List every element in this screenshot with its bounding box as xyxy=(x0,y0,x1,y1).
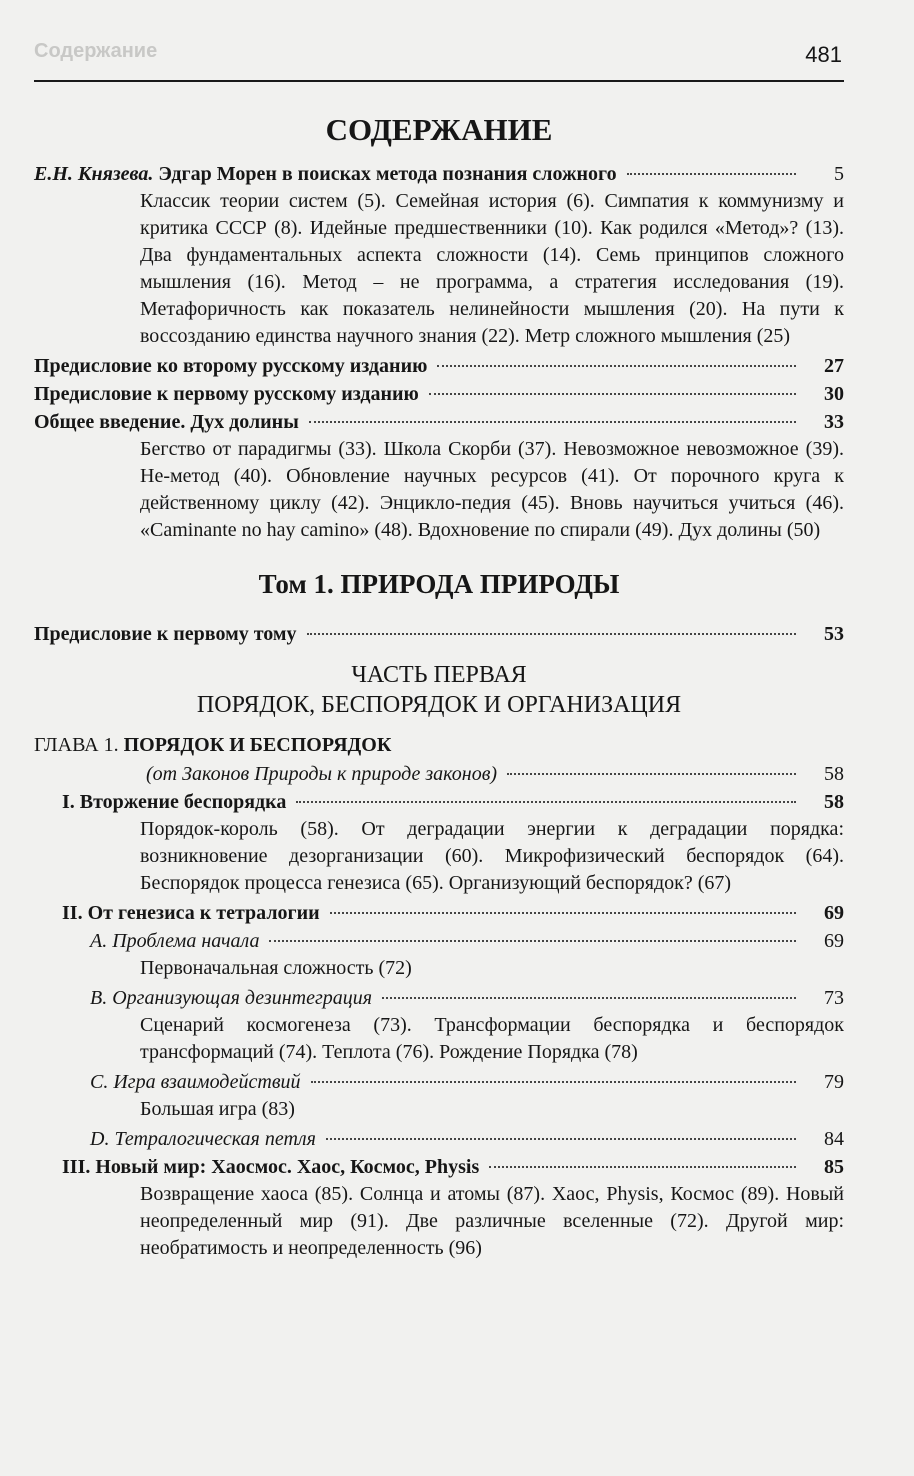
page-ref: 58 xyxy=(824,791,844,813)
dot-leader xyxy=(309,421,796,423)
page-ref: 5 xyxy=(834,163,844,185)
page-ref: 79 xyxy=(824,1071,844,1093)
section-description: Порядок-король (58). От деградации энергии к деградации порядка: возникновение дезорганизации (60). Микрофизический беспорядок (64). Беспорядок процесса генезиса (65). Организующий беспорядок? (67) xyxy=(140,818,844,894)
toc-entry-subsection: B. Организующая дезинтеграция 73 xyxy=(34,984,844,1012)
toc-entry-section: III. Новый мир: Хаосмос. Хаос, Космос, Physis 85 xyxy=(34,1153,844,1181)
toc-entry: Предисловие ко второму русскому изданию 27 xyxy=(34,352,844,380)
page-number: 481 xyxy=(805,42,842,67)
dot-leader xyxy=(489,1166,796,1168)
dot-leader xyxy=(382,997,796,999)
toc-entry-subsection: A. Проблема начала 69 xyxy=(34,927,844,955)
page-ref: 84 xyxy=(824,1128,844,1150)
subsection-description: Большая игра (83) xyxy=(140,1098,295,1120)
subsection-description: Сценарий космогенеза (73). Трансформации беспорядка и беспорядок трансформаций (74). Теплота (76). Рождение Порядка (78) xyxy=(140,1014,844,1063)
dot-leader xyxy=(437,365,796,367)
dot-leader xyxy=(330,912,796,914)
page-ref: 53 xyxy=(824,623,844,645)
intro-title: Эдгар Морен в поисках метода познания сложного xyxy=(153,163,617,185)
table-of-contents xyxy=(34,106,844,1264)
dot-leader xyxy=(507,773,796,775)
intro-author: Е.Н. Князева. xyxy=(34,163,154,185)
chapter-prefix: ГЛАВА 1. xyxy=(34,734,124,756)
subsection-description: Первоначальная сложность (72) xyxy=(140,957,412,979)
dot-leader xyxy=(296,801,796,803)
page-ref: 27 xyxy=(824,355,844,377)
toc-entry-subsection: D. Тетралогическая петля 84 xyxy=(34,1125,844,1153)
toc-entry-intro xyxy=(34,160,844,188)
page-title: СОДЕРЖАНИЕ xyxy=(325,112,553,147)
page-ref: 58 xyxy=(824,763,844,785)
page-ref: 73 xyxy=(824,987,844,1009)
page-ref: 33 xyxy=(824,411,844,433)
part-heading xyxy=(34,660,844,720)
page-ref: 69 xyxy=(824,930,844,952)
toc-entry-section: II. От генезиса к тетралогии 69 xyxy=(34,899,844,927)
dot-leader xyxy=(311,1081,796,1083)
toc-entry-subsection: C. Игра взаимодействий 79 xyxy=(34,1068,844,1096)
page-ref: 30 xyxy=(824,383,844,405)
page-ref: 85 xyxy=(824,1156,844,1178)
header-rule xyxy=(34,80,844,82)
toc-entry-section: I. Вторжение беспорядка 58 xyxy=(34,788,844,816)
part-number: ЧАСТЬ ПЕРВАЯ xyxy=(351,662,527,688)
chapter-title: ПОРЯДОК И БЕСПОРЯДОК xyxy=(123,734,392,756)
toc-entry: Предисловие к первому русскому изданию 30 xyxy=(34,380,844,408)
toc-entry: Общее введение. Дух долины 33 xyxy=(34,408,844,436)
dot-leader xyxy=(429,393,796,395)
running-head: Содержание xyxy=(34,40,158,62)
dot-leader xyxy=(269,940,796,942)
intro-description: Классик теории систем (5). Семейная история (6). Симпатия к коммунизму и критика СССР (8). Идейные предшественники (10). Как родился «Метод»? (13). Два фундаментальных аспекта сложности (14). Семь принципов сложного мышления (16). Метод – не программа, а стратегия исследования (19). Метафоричность как показатель нелинейности мышления (20). На пути к воссозданию единства научного знания (22). Метр сложного мышления (25) xyxy=(140,190,844,347)
page-ref: 69 xyxy=(824,902,844,924)
dot-leader xyxy=(307,633,797,635)
general-intro-description: Бегство от парадигмы (33). Школа Скорби (37). Невозможное невозможное (39). Не-метод (40). Обновление научных ресурсов (41). От порочного круга к действенному циклу (42). Энцикло-педия (45). Вновь научиться учиться (46). «Caminante no hay camino» (48). Вдохновение по спирали (49). Дух долины (50) xyxy=(140,438,844,541)
volume-title: Том 1. ПРИРОДА ПРИРОДЫ xyxy=(258,569,620,599)
part-title: ПОРЯДОК, БЕСПОРЯДОК И ОРГАНИЗАЦИЯ xyxy=(196,692,682,718)
toc-entry: (от Законов Природы к природе законов) 58 xyxy=(34,760,844,788)
section-description: Возвращение хаоса (85). Солнца и атомы (87). Хаос, Physis, Космос (89). Новый неопределенный мир (91). Две различные вселенные (72). Другой мир: необратимость и неопределенность (96) xyxy=(140,1183,844,1259)
toc-entry: Предисловие к первому тому 53 xyxy=(34,620,844,648)
dot-leader xyxy=(326,1138,796,1140)
chapter-heading xyxy=(34,730,844,760)
dot-leader xyxy=(627,173,796,175)
